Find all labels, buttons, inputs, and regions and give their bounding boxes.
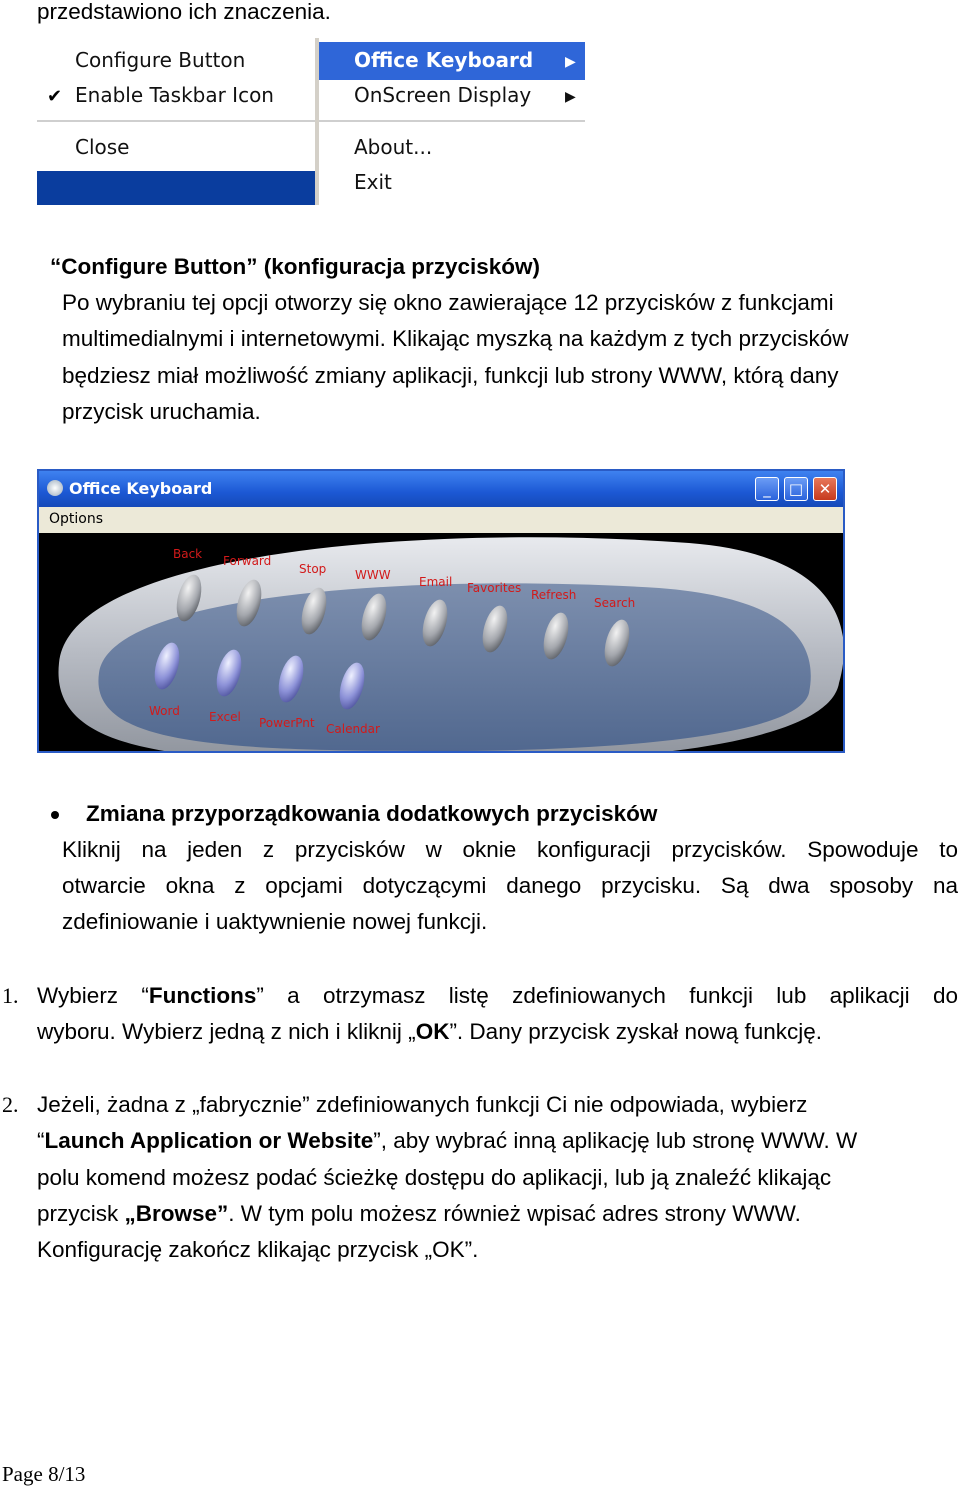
text-span: ”. Dany przycisk zyskał nową funkcję.	[449, 1019, 823, 1044]
text-span: Wybierz “	[37, 983, 149, 1008]
list-number: 2.	[2, 1092, 19, 1117]
list-item-line	[37, 1196, 801, 1232]
context-menu-right	[319, 38, 590, 205]
check-icon: ✔	[47, 86, 63, 106]
text-span: ”, aby wybrać inną aplikację lub stronę WWW. W	[373, 1128, 858, 1153]
key-label-favorites: Favorites	[467, 581, 522, 595]
paragraph-line: multimedialnymi i internetowymi. Klikając myszką na każdym z tych przycisków	[62, 326, 849, 351]
text-span: . W tym polu możesz również wpisać adres strony WWW.	[228, 1201, 801, 1226]
functions-term: Functions	[148, 983, 257, 1008]
window-title: Office Keyboard	[69, 479, 213, 498]
paragraph-line: Po wybraniu tej opcji otworzy się okno zawierające 12 przycisków z funkcjami	[62, 290, 834, 315]
intro-text: przedstawiono ich znaczenia.	[37, 0, 331, 24]
context-menu-left	[37, 38, 315, 205]
submenu-arrow-icon: ▶	[565, 53, 576, 69]
key-label-powerpnt: PowerPnt	[259, 716, 315, 730]
key-label-excel: Excel	[209, 710, 241, 724]
text-span: przycisk	[37, 1201, 125, 1226]
keyboard-svg	[39, 533, 843, 751]
menu-item-configure-button[interactable]: Configure Button	[75, 48, 246, 72]
menu-item-close[interactable]: Close	[75, 135, 130, 159]
office-keyboard-window	[37, 469, 845, 753]
list-item-line: Jeżeli, żadna z „fabrycznie” zdefiniowanych funkcji Ci nie odpowiada, wybierz	[37, 1092, 808, 1117]
menu-options[interactable]: Options	[49, 511, 104, 527]
key-label-forward: Forward	[223, 554, 272, 568]
menu-blue-strip	[37, 171, 315, 205]
launch-term: Launch Application or Website	[44, 1128, 374, 1153]
context-menu-screenshot	[37, 38, 590, 205]
text-span: wyboru. Wybierz jedną z nich i kliknij „	[37, 1019, 416, 1044]
text-span: “	[37, 1128, 45, 1153]
menu-separator	[319, 120, 585, 122]
list-item-line: Konfigurację zakończ klikając przycisk „OK”.	[37, 1237, 479, 1262]
list-number: 1.	[2, 983, 19, 1008]
key-label-search: Search	[594, 596, 636, 610]
section-heading-reassign: Zmiana przyporządkowania dodatkowych przycisków	[86, 801, 658, 826]
menu-item-exit[interactable]: Exit	[354, 170, 392, 194]
minimize-button[interactable]: _	[755, 477, 779, 501]
list-item-line: polu komend możesz podać ścieżkę dostępu do aplikacji, lub ją znaleźć klikając	[37, 1165, 832, 1190]
key-label-stop: Stop	[299, 562, 327, 576]
menu-item-office-keyboard[interactable]: Office Keyboard	[354, 48, 534, 72]
maximize-button[interactable]: □	[784, 477, 808, 501]
keyboard-graphic	[39, 533, 843, 751]
menu-item-enable-taskbar-icon[interactable]: Enable Taskbar Icon	[75, 83, 274, 107]
section-heading-configure-button: “Configure Button” (konfiguracja przycisków)	[50, 254, 541, 279]
text-span: ” a otrzymasz listę zdefiniowanych funkcji lub aplikacji do	[256, 983, 958, 1008]
page-number: Page 8/13	[2, 1462, 86, 1486]
browse-term: „Browse”	[124, 1201, 229, 1226]
paragraph-line: zdefiniowanie i uaktywnienie nowej funkcji.	[62, 909, 488, 934]
paragraph-line: Kliknij na jeden z przycisków w oknie konfiguracji przycisków. Spowoduje to	[62, 837, 958, 862]
paragraph-line: otwarcie okna z opcjami dotyczącymi danego przycisku. Są dwa sposoby na	[62, 873, 958, 898]
key-label-www: WWW	[355, 568, 391, 582]
close-button[interactable]: ✕	[813, 477, 837, 501]
ok-term: OK	[415, 1019, 450, 1044]
menu-item-about[interactable]: About...	[354, 135, 433, 159]
list-item-line	[37, 1014, 822, 1050]
key-label-refresh: Refresh	[531, 588, 577, 602]
app-icon	[47, 480, 63, 496]
key-label-word: Word	[149, 704, 180, 718]
window-titlebar[interactable]	[39, 471, 843, 507]
window-menubar	[39, 507, 843, 533]
key-label-email: Email	[419, 575, 453, 589]
key-label-back: Back	[173, 547, 203, 561]
list-item-line	[37, 1123, 857, 1159]
paragraph-line: przycisk uruchamia.	[62, 399, 261, 424]
submenu-arrow-icon: ▶	[565, 88, 576, 104]
menu-separator	[37, 120, 315, 122]
paragraph-line: będziesz miał możliwość zmiany aplikacji, funkcji lub strony WWW, którą dany	[62, 363, 839, 388]
bullet-icon	[51, 811, 59, 819]
list-item-line	[37, 978, 958, 1014]
menu-item-onscreen-display[interactable]: OnScreen Display	[354, 83, 532, 107]
key-label-calendar: Calendar	[326, 722, 380, 736]
